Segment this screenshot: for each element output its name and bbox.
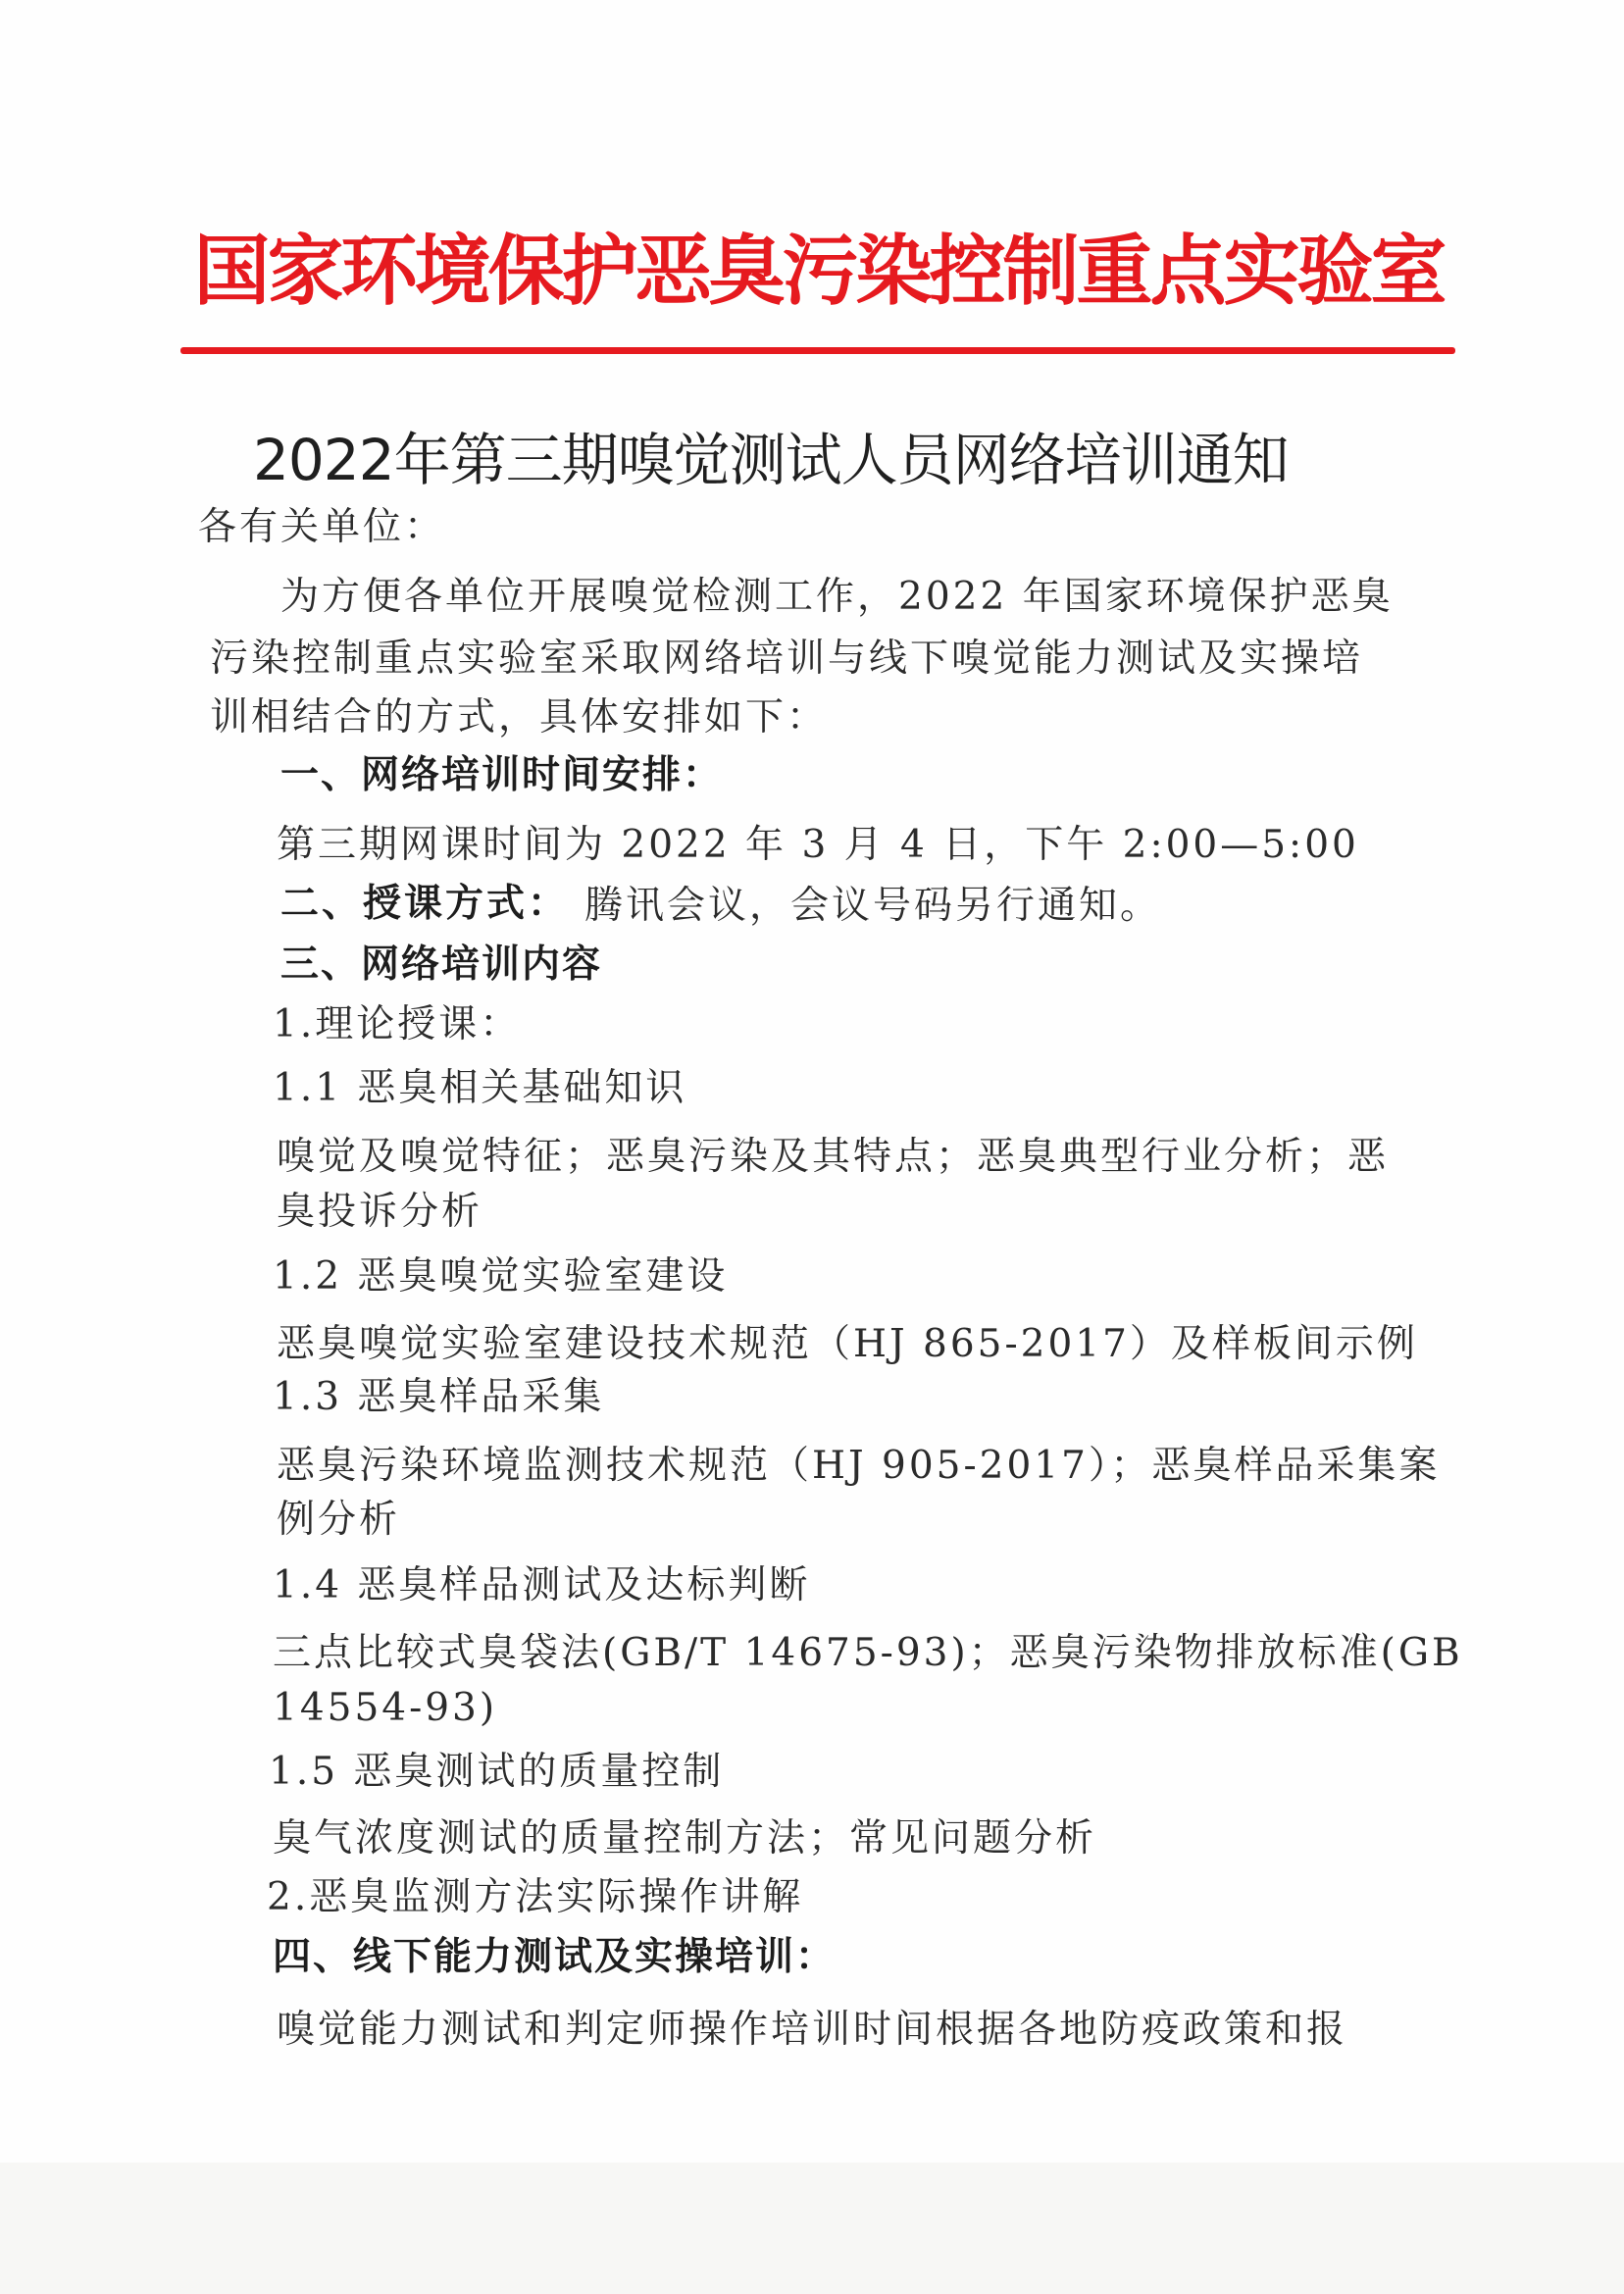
content-line: 1.5 恶臭测试的质量控制 — [269, 1750, 725, 1794]
content-line: 1.1 恶臭相关基础知识 — [273, 1066, 687, 1110]
content-line: 嗅觉及嗅觉特征；恶臭污染及其特点；恶臭典型行业分析；恶 — [277, 1135, 1390, 1179]
content-line: 2.恶臭监测方法实际操作讲解 — [267, 1875, 804, 1919]
content-line: 1.理论授课： — [273, 1002, 522, 1046]
content-line: 三点比较式臭袋法(GB/T 14675-93)；恶臭污染物排放标准(GB — [273, 1631, 1463, 1675]
content-line: 14554-93) — [273, 1686, 498, 1730]
content-line: 臭投诉分析 — [277, 1190, 483, 1234]
content-line: 恶臭嗅觉实验室建设技术规范（HJ 865-2017）及样板间示例 — [277, 1322, 1418, 1366]
content-line: 1.2 恶臭嗅觉实验室建设 — [273, 1254, 729, 1299]
section2-body: 腾讯会议，会议号码另行通知。 — [584, 884, 1162, 928]
section1-heading: 一、网络培训时间安排： — [280, 753, 724, 797]
document-title: 2022年第三期嗅觉测试人员网络培训通知 — [253, 427, 1289, 493]
section4-heading: 四、线下能力测试及实操培训： — [273, 1935, 837, 1979]
content-line: 1.4 恶臭样品测试及达标判断 — [273, 1563, 811, 1607]
content-line: 1.3 恶臭样品采集 — [273, 1375, 605, 1419]
section1-body: 第三期网课时间为 2022 年 3 月 4 日，下午 2:00—5:00 — [277, 823, 1359, 867]
content-line: 例分析 — [277, 1498, 401, 1542]
header-red-rule — [180, 347, 1455, 354]
section2-heading: 二、授课方式： — [280, 882, 570, 926]
scan-bottom-margin — [0, 2163, 1624, 2294]
section4-body: 嗅觉能力测试和判定师操作培训时间根据各地防疫政策和报 — [277, 2008, 1348, 2052]
salutation: 各有关单位： — [198, 505, 446, 549]
intro-line: 污染控制重点实验室采取网络培训与线下嗅觉能力测试及实操培 — [210, 637, 1364, 681]
content-line: 恶臭污染环境监测技术规范（HJ 905-2017）；恶臭样品采集案 — [277, 1444, 1441, 1488]
content-line: 臭气浓度测试的质量控制方法；常见问题分析 — [273, 1816, 1097, 1861]
intro-line: 为方便各单位开展嗅觉检测工作，2022 年国家环境保护恶臭 — [280, 575, 1394, 619]
lab-name-header: 国家环境保护恶臭污染控制重点实验室 — [193, 228, 1445, 316]
intro-line: 训相结合的方式，具体安排如下： — [210, 695, 829, 739]
section3-heading: 三、网络培训内容 — [280, 943, 603, 987]
